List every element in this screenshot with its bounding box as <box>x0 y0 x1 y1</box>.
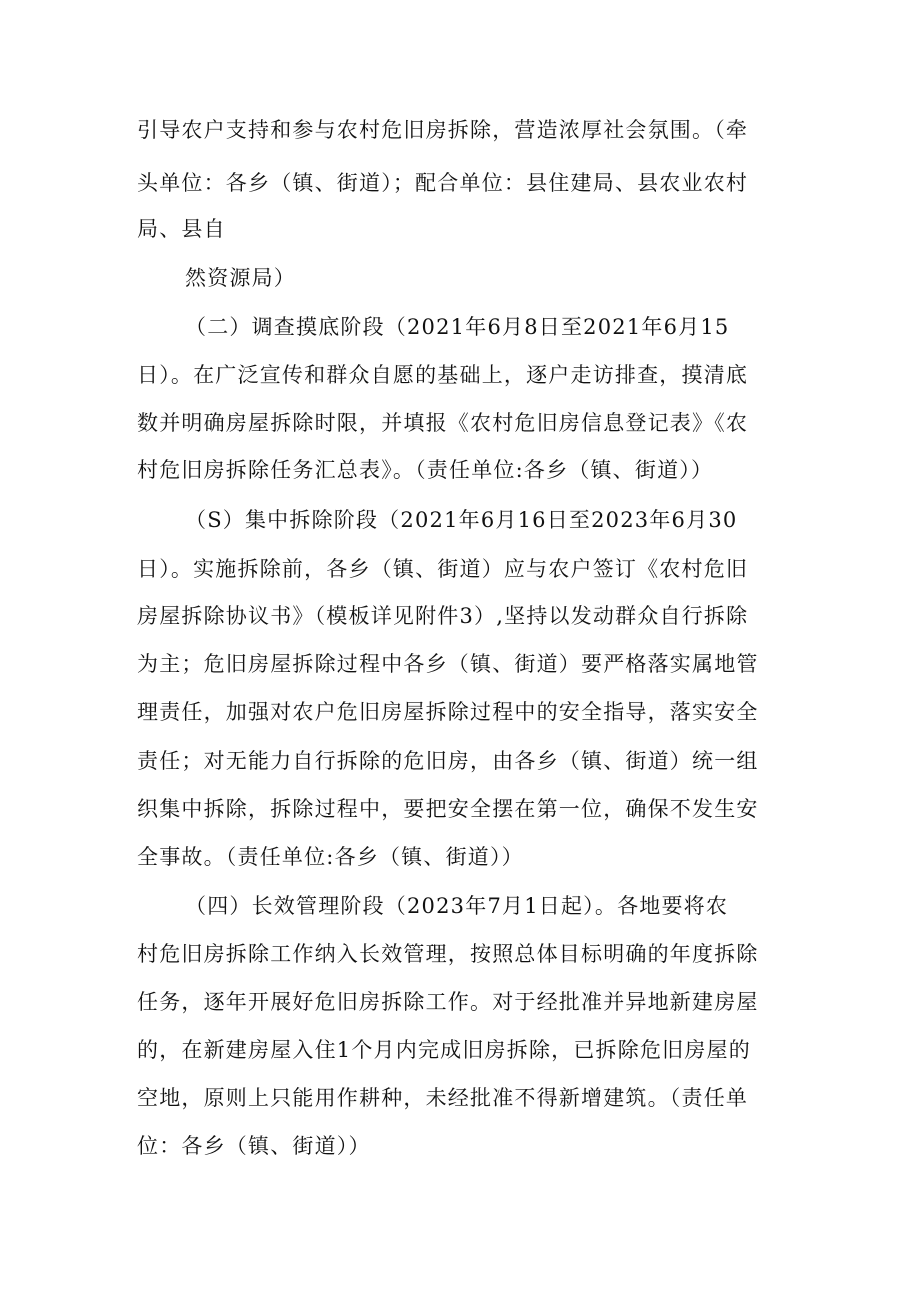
text-line: 空地，原则上只能用作耕种，未经批准不得新增建筑。（责任单 <box>137 1086 749 1110</box>
text-line: 全事故。（责任单位:各乡（镇、街道）） <box>137 845 524 869</box>
text-line: 位：各乡（镇、街道）） <box>137 1134 371 1158</box>
text-line: 的，在新建房屋入住1个月内完成旧房拆除，已拆除危旧房屋的 <box>137 1038 751 1062</box>
text-line: 头单位：各乡（镇、街道）；配合单位：县住建局、县农业农村 <box>137 171 749 195</box>
text-line: 数并明确房屋拆除时限，并填报《农村危旧房信息登记表》《农 <box>137 411 749 435</box>
text-line: 责任；对无能力自行拆除的危旧房，由各乡（镇、街道）统一组 <box>137 749 759 773</box>
text-line: 为主；危旧房屋拆除过程中各乡（镇、街道）要严格落实属地管 <box>137 652 759 676</box>
text-line: 织集中拆除，拆除过程中，要把安全摆在第一位，确保不发生安 <box>137 797 759 821</box>
text-line: 局、县自 <box>137 217 226 241</box>
text-line: 日）。在广泛宣传和群众自愿的基础上，逐户走访排查，摸清底 <box>137 363 749 387</box>
text-line: 村危旧房拆除工作纳入长效管理，按照总体目标明确的年度拆除 <box>137 942 759 966</box>
text-line: 房屋拆除协议书》（模板详见附件3）,坚持以发动群众自行拆除 <box>137 604 749 628</box>
section-heading-4: （四）长效管理阶段（2023年7月1日起）。各地要将农 <box>185 894 729 918</box>
text-line: 理责任，加强对农户危旧房屋拆除过程中的安全指导，落实安全 <box>137 700 759 724</box>
section-heading-2: （二）调查摸底阶段（2021年6月8日至2021年6月15 <box>185 315 730 339</box>
section-heading-3: （S）集中拆除阶段（2021年6月16日至2023年6月30 <box>185 508 738 532</box>
text-line: 然资源局） <box>185 266 296 290</box>
text-line: 引导农户支持和参与农村危旧房拆除，营造浓厚社会氛围。（牵 <box>137 118 749 142</box>
text-line: 任务，逐年开展好危旧房拆除工作。对于经批准并异地新建房屋 <box>137 990 759 1014</box>
text-line: 村危旧房拆除任务汇总表》。（责任单位:各乡（镇、街道）） <box>137 458 714 482</box>
text-line: 日）。实施拆除前，各乡（镇、街道）应与农户签订《农村危旧 <box>137 557 749 581</box>
